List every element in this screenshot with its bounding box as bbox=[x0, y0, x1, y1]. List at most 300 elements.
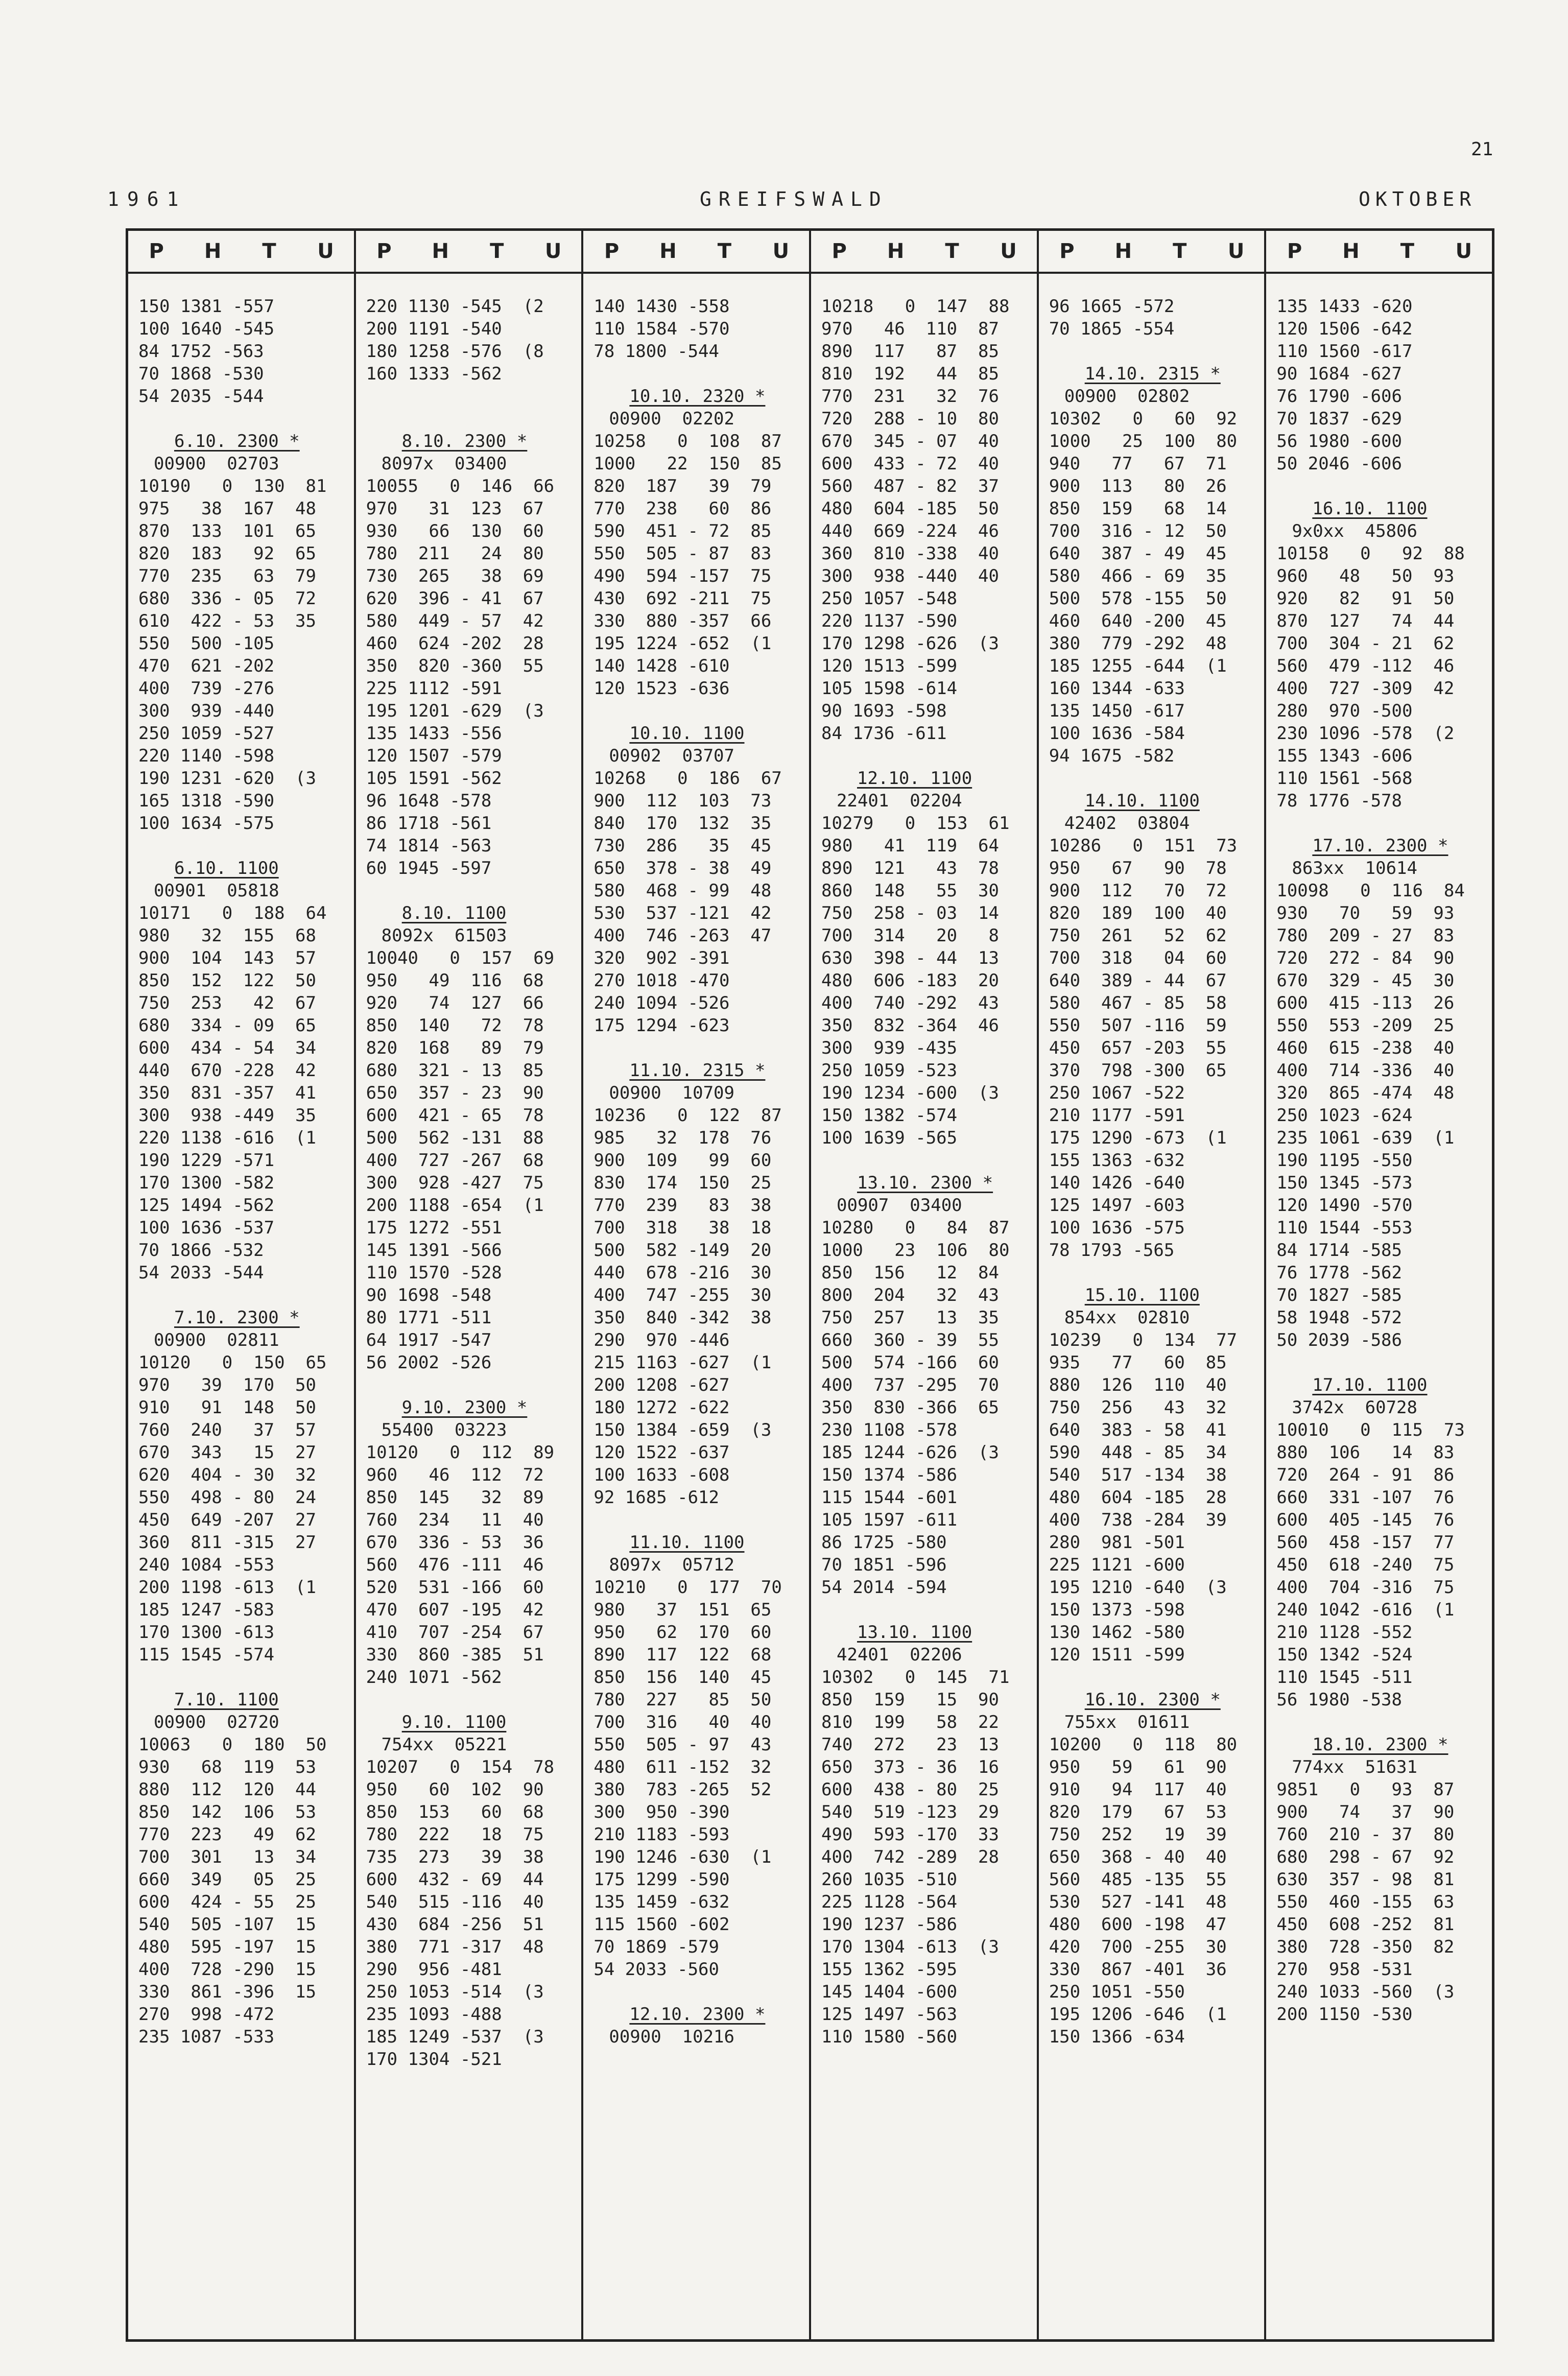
sounding-code: 00907 03400 bbox=[837, 1195, 962, 1216]
table-row: 9851 0 93 87 bbox=[1276, 1779, 1455, 1800]
table-row: 730 265 38 69 bbox=[366, 566, 544, 586]
table-row: 660 331 -107 76 bbox=[1276, 1487, 1455, 1508]
row-gap bbox=[1049, 340, 1265, 363]
table-column bbox=[356, 231, 584, 2339]
table-row: 140 1426 -640 bbox=[1049, 1173, 1185, 1193]
column-header-label: P bbox=[831, 240, 847, 263]
table-row: 640 389 - 44 67 bbox=[1049, 970, 1227, 991]
table-row: 10098 0 116 84 bbox=[1276, 881, 1465, 901]
row-gap bbox=[1276, 1711, 1492, 1733]
table-row: 350 830 -366 65 bbox=[821, 1397, 1000, 1418]
table-row: 110 1561 -568 bbox=[1276, 768, 1413, 789]
table-row: 740 272 23 13 bbox=[821, 1735, 1000, 1755]
table-row: 320 865 -474 48 bbox=[1276, 1083, 1455, 1103]
table-row: 230 1096 -578 (2 bbox=[1276, 723, 1455, 744]
sounding-code: 8097x 05712 bbox=[609, 1555, 734, 1575]
table-row: 110 1570 -528 bbox=[366, 1263, 502, 1283]
table-row: 94 1675 -582 bbox=[1049, 746, 1175, 766]
sounding-title: 11.10. 1100 bbox=[629, 1532, 745, 1553]
table-row: 380 783 -265 52 bbox=[593, 1779, 772, 1800]
table-row: 200 1208 -627 bbox=[593, 1375, 730, 1395]
table-row: 580 466 - 69 35 bbox=[1049, 566, 1227, 586]
table-row: 50 2046 -606 bbox=[1276, 454, 1402, 474]
table-row: 400 704 -316 75 bbox=[1276, 1577, 1455, 1598]
table-row: 130 1462 -580 bbox=[1049, 1622, 1185, 1643]
table-row: 54 2014 -594 bbox=[821, 1577, 947, 1598]
column-header-label: T bbox=[490, 240, 504, 263]
table-row: 56 1980 -538 bbox=[1276, 1690, 1402, 1710]
table-row: 540 517 -134 38 bbox=[1049, 1465, 1227, 1485]
table-row: 300 938 -449 35 bbox=[138, 1105, 316, 1126]
column-header bbox=[356, 231, 582, 274]
table-row: 500 562 -131 88 bbox=[366, 1128, 544, 1148]
table-row: 260 1035 -510 bbox=[821, 1869, 958, 1890]
table-column bbox=[583, 231, 811, 2339]
column-header bbox=[128, 231, 354, 274]
table-row: 10286 0 151 73 bbox=[1049, 836, 1238, 856]
sounding-title: 17.10. 1100 bbox=[1312, 1375, 1428, 1395]
table-row: 440 669 -224 46 bbox=[821, 521, 1000, 541]
table-row: 225 1112 -591 bbox=[366, 678, 502, 699]
table-row: 84 1752 -563 bbox=[138, 341, 264, 362]
table-row: 10040 0 157 69 bbox=[366, 948, 555, 968]
table-row: 250 1051 -550 bbox=[1049, 1982, 1185, 2002]
table-row: 450 618 -240 75 bbox=[1276, 1555, 1455, 1575]
table-row: 630 398 - 44 13 bbox=[821, 948, 1000, 968]
table-row: 935 77 60 85 bbox=[1049, 1352, 1227, 1373]
sounding-code: 00901 05818 bbox=[154, 881, 279, 901]
table-row: 900 112 70 72 bbox=[1049, 881, 1227, 901]
table-row: 10200 0 118 80 bbox=[1049, 1735, 1238, 1755]
table-row: 54 2035 -544 bbox=[138, 386, 264, 407]
table-row: 410 707 -254 67 bbox=[366, 1622, 544, 1643]
table-row: 840 170 132 35 bbox=[593, 813, 772, 834]
sounding-title: 10.10. 1100 bbox=[629, 723, 745, 744]
column-body bbox=[1266, 274, 1492, 2026]
table-row: 350 820 -360 55 bbox=[366, 656, 544, 676]
table-row: 400 738 -284 39 bbox=[1049, 1510, 1227, 1530]
table-row: 280 970 -500 bbox=[1276, 701, 1413, 721]
table-row: 850 156 140 45 bbox=[593, 1667, 772, 1688]
table-row: 190 1246 -630 (1 bbox=[593, 1847, 772, 1867]
table-row: 820 187 39 79 bbox=[593, 476, 772, 496]
sounding-code: 00900 10216 bbox=[609, 2027, 734, 2047]
row-gap bbox=[1276, 812, 1492, 835]
table-row: 920 82 91 50 bbox=[1276, 588, 1455, 609]
table-row: 78 1793 -565 bbox=[1049, 1240, 1175, 1261]
table-row: 185 1249 -537 (3 bbox=[366, 2027, 544, 2047]
table-row: 110 1544 -553 bbox=[1276, 1218, 1413, 1238]
table-row: 200 1191 -540 bbox=[366, 319, 502, 339]
table-row: 750 252 19 39 bbox=[1049, 1824, 1227, 1845]
table-row: 10010 0 115 73 bbox=[1276, 1420, 1465, 1440]
table-row: 750 261 52 62 bbox=[1049, 925, 1227, 946]
sounding-code: 42401 02206 bbox=[837, 1645, 962, 1665]
table-row: 56 2002 -526 bbox=[366, 1352, 492, 1373]
table-row: 800 204 32 43 bbox=[821, 1285, 1000, 1305]
table-row: 10055 0 146 66 bbox=[366, 476, 555, 496]
table-row: 820 183 92 65 bbox=[138, 543, 316, 564]
sounding-title: 15.10. 1100 bbox=[1084, 1285, 1200, 1305]
table-row: 240 1094 -526 bbox=[593, 993, 730, 1013]
table-row: 235 1093 -488 bbox=[366, 2004, 502, 2025]
column-header bbox=[1266, 231, 1492, 274]
table-row: 890 117 87 85 bbox=[821, 341, 1000, 362]
table-row: 115 1560 -602 bbox=[593, 1914, 730, 1935]
table-row: 720 288 - 10 80 bbox=[821, 409, 1000, 429]
table-row: 105 1597 -611 bbox=[821, 1510, 958, 1530]
table-row: 680 321 - 13 85 bbox=[366, 1060, 544, 1081]
table-row: 600 438 - 80 25 bbox=[821, 1779, 1000, 1800]
table-row: 780 211 24 80 bbox=[366, 543, 544, 564]
table-row: 970 31 123 67 bbox=[366, 498, 544, 519]
table-row: 490 593 -170 33 bbox=[821, 1824, 1000, 1845]
table-row: 530 537 -121 42 bbox=[593, 903, 772, 923]
table-row: 380 728 -350 82 bbox=[1276, 1937, 1455, 1957]
sounding-title: 16.10. 2300 * bbox=[1084, 1690, 1221, 1710]
table-row: 120 1506 -642 bbox=[1276, 319, 1413, 339]
table-row: 850 159 68 14 bbox=[1049, 498, 1227, 519]
column-body bbox=[128, 274, 354, 2048]
table-row: 10280 0 84 87 bbox=[821, 1218, 1010, 1238]
table-row: 400 737 -295 70 bbox=[821, 1375, 1000, 1395]
table-row: 985 32 178 76 bbox=[593, 1128, 772, 1148]
table-row: 950 67 90 78 bbox=[1049, 858, 1227, 878]
table-row: 820 168 89 79 bbox=[366, 1038, 544, 1058]
table-row: 980 41 119 64 bbox=[821, 836, 1000, 856]
table-row: 930 66 130 60 bbox=[366, 521, 544, 541]
table-row: 10063 0 180 50 bbox=[138, 1735, 327, 1755]
sounding-code: 774xx 51631 bbox=[1292, 1757, 1417, 1777]
table-row: 220 1138 -616 (1 bbox=[138, 1128, 316, 1148]
table-row: 150 1374 -586 bbox=[821, 1465, 958, 1485]
table-row: 470 607 -195 42 bbox=[366, 1600, 544, 1620]
row-gap bbox=[1276, 1351, 1492, 1374]
table-row: 560 485 -135 55 bbox=[1049, 1869, 1227, 1890]
table-row: 60 1945 -597 bbox=[366, 858, 492, 878]
table-row: 850 140 72 78 bbox=[366, 1015, 544, 1036]
table-row: 100 1636 -537 bbox=[138, 1218, 275, 1238]
table-row: 680 298 - 67 92 bbox=[1276, 1847, 1455, 1867]
table-row: 135 1459 -632 bbox=[593, 1892, 730, 1912]
table-row: 900 109 99 60 bbox=[593, 1150, 772, 1171]
table-row: 100 1639 -565 bbox=[821, 1128, 958, 1148]
table-row: 850 159 15 90 bbox=[821, 1690, 1000, 1710]
table-row: 90 1684 -627 bbox=[1276, 364, 1402, 384]
table-row: 50 2039 -586 bbox=[1276, 1330, 1402, 1350]
table-row: 550 505 - 87 83 bbox=[593, 543, 772, 564]
sounding-code: 3742x 60728 bbox=[1292, 1397, 1417, 1418]
table-row: 145 1391 -566 bbox=[366, 1240, 502, 1261]
column-header-label: U bbox=[772, 240, 790, 263]
table-row: 950 49 116 68 bbox=[366, 970, 544, 991]
column-header-label: H bbox=[1114, 240, 1132, 263]
table-row: 190 1195 -550 bbox=[1276, 1150, 1413, 1171]
table-row: 200 1150 -530 bbox=[1276, 2004, 1413, 2025]
table-row: 135 1450 -617 bbox=[1049, 701, 1185, 721]
table-row: 780 222 18 75 bbox=[366, 1824, 544, 1845]
table-row: 10218 0 147 88 bbox=[821, 296, 1010, 317]
column-header-label: P bbox=[1287, 240, 1302, 263]
column-body bbox=[583, 274, 809, 2048]
table-row: 910 91 148 50 bbox=[138, 1397, 316, 1418]
table-row: 950 59 61 90 bbox=[1049, 1757, 1227, 1777]
row-gap bbox=[138, 1666, 354, 1689]
table-row: 78 1800 -544 bbox=[593, 341, 719, 362]
table-row: 400 746 -263 47 bbox=[593, 925, 772, 946]
table-row: 10120 0 112 89 bbox=[366, 1442, 555, 1463]
table-row: 70 1851 -596 bbox=[821, 1555, 947, 1575]
table-row: 780 209 - 27 83 bbox=[1276, 925, 1455, 946]
table-row: 620 404 - 30 32 bbox=[138, 1465, 316, 1485]
table-row: 270 998 -472 bbox=[138, 2004, 275, 2025]
sounding-code: 00900 10709 bbox=[609, 1083, 734, 1103]
table-row: 150 1384 -659 (3 bbox=[593, 1420, 772, 1440]
sounding-title: 16.10. 1100 bbox=[1312, 498, 1428, 519]
table-row: 220 1140 -598 bbox=[138, 746, 275, 766]
table-row: 225 1121 -600 bbox=[1049, 1555, 1185, 1575]
table-row: 450 657 -203 55 bbox=[1049, 1038, 1227, 1058]
table-row: 185 1247 -583 bbox=[138, 1600, 275, 1620]
sounding-title: 13.10. 2300 * bbox=[857, 1173, 993, 1193]
sounding-title: 9.10. 1100 bbox=[401, 1712, 507, 1732]
table-row: 760 210 - 37 80 bbox=[1276, 1824, 1455, 1845]
table-row: 290 956 -481 bbox=[366, 1959, 502, 1980]
table-row: 120 1513 -599 bbox=[821, 656, 958, 676]
table-row: 720 264 - 91 86 bbox=[1276, 1465, 1455, 1485]
column-header-label: P bbox=[376, 240, 392, 263]
table-row: 195 1210 -640 (3 bbox=[1049, 1577, 1227, 1598]
table-row: 105 1598 -614 bbox=[821, 678, 958, 699]
table-row: 910 94 117 40 bbox=[1049, 1779, 1227, 1800]
table-row: 155 1343 -606 bbox=[1276, 746, 1413, 766]
table-row: 10120 0 150 65 bbox=[138, 1352, 327, 1373]
table-row: 190 1229 -571 bbox=[138, 1150, 275, 1171]
table-row: 10302 0 145 71 bbox=[821, 1667, 1010, 1688]
table-row: 670 329 - 45 30 bbox=[1276, 970, 1455, 991]
table-row: 300 928 -427 75 bbox=[366, 1173, 544, 1193]
table-row: 430 684 -256 51 bbox=[366, 1914, 544, 1935]
column-header-label: U bbox=[317, 240, 334, 263]
table-row: 730 286 35 45 bbox=[593, 836, 772, 856]
table-row: 270 958 -531 bbox=[1276, 1959, 1413, 1980]
table-row: 530 527 -141 48 bbox=[1049, 1892, 1227, 1912]
table-row: 250 1053 -514 (3 bbox=[366, 1982, 544, 2002]
column-header-label: P bbox=[149, 240, 164, 263]
table-row: 210 1177 -591 bbox=[1049, 1105, 1185, 1126]
table-row: 70 1869 -579 bbox=[593, 1937, 719, 1957]
table-row: 850 145 32 89 bbox=[366, 1487, 544, 1508]
table-row: 165 1318 -590 bbox=[138, 791, 275, 811]
table-row: 860 148 55 30 bbox=[821, 881, 1000, 901]
sounding-title: 6.10. 1100 bbox=[174, 858, 279, 878]
table-row: 580 468 - 99 48 bbox=[593, 881, 772, 901]
table-row: 620 396 - 41 67 bbox=[366, 588, 544, 609]
table-row: 400 714 -336 40 bbox=[1276, 1060, 1455, 1081]
table-row: 240 1033 -560 (3 bbox=[1276, 1982, 1455, 2002]
table-row: 280 981 -501 bbox=[1049, 1532, 1185, 1553]
column-header-label: U bbox=[544, 240, 562, 263]
table-row: 220 1130 -545 (2 bbox=[366, 296, 544, 317]
table-row: 400 739 -276 bbox=[138, 678, 275, 699]
row-gap bbox=[1049, 1262, 1265, 1284]
table-row: 670 343 15 27 bbox=[138, 1442, 316, 1463]
table-row: 100 1633 -608 bbox=[593, 1465, 730, 1485]
table-row: 10302 0 60 92 bbox=[1049, 409, 1238, 429]
table-row: 125 1497 -603 bbox=[1049, 1195, 1185, 1216]
table-row: 970 39 170 50 bbox=[138, 1375, 316, 1395]
table-column bbox=[1266, 231, 1492, 2339]
table-row: 400 728 -290 15 bbox=[138, 1959, 316, 1980]
table-row: 250 1023 -624 bbox=[1276, 1105, 1413, 1126]
column-header-label: U bbox=[1455, 240, 1472, 263]
table-row: 185 1244 -626 (3 bbox=[821, 1442, 1000, 1463]
table-row: 560 479 -112 46 bbox=[1276, 656, 1455, 676]
table-row: 420 700 -255 30 bbox=[1049, 1937, 1227, 1957]
table-row: 180 1272 -622 bbox=[593, 1397, 730, 1418]
table-row: 700 304 - 21 62 bbox=[1276, 633, 1455, 654]
table-row: 550 498 - 80 24 bbox=[138, 1487, 316, 1508]
table-row: 650 378 - 38 49 bbox=[593, 858, 772, 878]
table-row: 150 1366 -634 bbox=[1049, 2027, 1185, 2047]
table-row: 86 1725 -580 bbox=[821, 1532, 947, 1553]
table-row: 54 2033 -544 bbox=[138, 1263, 264, 1283]
table-row: 770 238 60 86 bbox=[593, 498, 772, 519]
table-row: 550 460 -155 63 bbox=[1276, 1892, 1455, 1912]
table-row: 930 68 119 53 bbox=[138, 1757, 316, 1777]
table-row: 190 1231 -620 (3 bbox=[138, 768, 316, 789]
table-row: 150 1342 -524 bbox=[1276, 1645, 1413, 1665]
table-row: 660 360 - 39 55 bbox=[821, 1330, 1000, 1350]
row-gap bbox=[138, 408, 354, 430]
table-row: 120 1523 -636 bbox=[593, 678, 730, 699]
header-month: OKTOBER bbox=[1359, 188, 1477, 210]
table-row: 900 112 103 73 bbox=[593, 791, 772, 811]
table-row: 600 421 - 65 78 bbox=[366, 1105, 544, 1126]
table-row: 250 1059 -527 bbox=[138, 723, 275, 744]
sounding-code: 42402 03804 bbox=[1064, 813, 1190, 834]
column-header bbox=[811, 231, 1037, 274]
table-row: 500 578 -155 50 bbox=[1049, 588, 1227, 609]
sounding-title: 8.10. 1100 bbox=[401, 903, 507, 923]
table-row: 10279 0 153 61 bbox=[821, 813, 1010, 834]
table-row: 735 273 39 38 bbox=[366, 1847, 544, 1867]
table-row: 770 239 83 38 bbox=[593, 1195, 772, 1216]
table-row: 120 1507 -579 bbox=[366, 746, 502, 766]
table-row: 250 1057 -548 bbox=[821, 588, 958, 609]
table-row: 110 1580 -560 bbox=[821, 2027, 958, 2047]
sounding-code: 9x0xx 45806 bbox=[1292, 521, 1417, 541]
table-row: 900 104 143 57 bbox=[138, 948, 316, 968]
table-row: 870 133 101 65 bbox=[138, 521, 316, 541]
sounding-code: 8092x 61503 bbox=[381, 925, 507, 946]
table-row: 580 467 - 85 58 bbox=[1049, 993, 1227, 1013]
table-row: 850 152 122 50 bbox=[138, 970, 316, 991]
table-row: 200 1188 -654 (1 bbox=[366, 1195, 544, 1216]
table-row: 460 624 -202 28 bbox=[366, 633, 544, 654]
sounding-code: 754xx 05221 bbox=[381, 1735, 507, 1755]
table-row: 830 174 150 25 bbox=[593, 1173, 772, 1193]
table-row: 880 126 110 40 bbox=[1049, 1375, 1227, 1395]
table-row: 84 1736 -611 bbox=[821, 723, 947, 744]
table-row: 160 1333 -562 bbox=[366, 364, 502, 384]
header-city: GREIFSWALD bbox=[700, 188, 888, 210]
table-row: 80 1771 -511 bbox=[366, 1308, 492, 1328]
table-row: 10268 0 186 67 bbox=[593, 768, 782, 789]
table-row: 610 422 - 53 35 bbox=[138, 611, 316, 631]
table-row: 10258 0 108 87 bbox=[593, 431, 782, 452]
column-header-label: H bbox=[432, 240, 449, 263]
table-row: 10239 0 134 77 bbox=[1049, 1330, 1238, 1350]
table-row: 400 742 -289 28 bbox=[821, 1847, 1000, 1867]
table-row: 330 867 -401 36 bbox=[1049, 1959, 1227, 1980]
table-row: 480 600 -198 47 bbox=[1049, 1914, 1227, 1935]
table-row: 950 62 170 60 bbox=[593, 1622, 772, 1643]
sounding-title: 14.10. 1100 bbox=[1084, 791, 1200, 811]
row-gap bbox=[821, 1599, 1037, 1621]
table-row: 84 1714 -585 bbox=[1276, 1240, 1402, 1261]
table-row: 110 1584 -570 bbox=[593, 319, 730, 339]
table-row: 450 649 -207 27 bbox=[138, 1510, 316, 1530]
table-row: 600 424 - 55 25 bbox=[138, 1892, 316, 1912]
table-row: 700 318 38 18 bbox=[593, 1218, 772, 1238]
sounding-code: 00900 02720 bbox=[154, 1712, 279, 1732]
sounding-code: 863xx 10614 bbox=[1292, 858, 1417, 878]
table-row: 175 1272 -551 bbox=[366, 1218, 502, 1238]
table-row: 380 779 -292 48 bbox=[1049, 633, 1227, 654]
table-row: 880 112 120 44 bbox=[138, 1779, 316, 1800]
sounding-title: 12.10. 1100 bbox=[857, 768, 972, 789]
table-row: 960 48 50 93 bbox=[1276, 566, 1455, 586]
table-row: 560 487 - 82 37 bbox=[821, 476, 1000, 496]
table-row: 190 1237 -586 bbox=[821, 1914, 958, 1935]
sounding-title: 7.10. 2300 * bbox=[174, 1308, 300, 1328]
column-header-label: U bbox=[1227, 240, 1245, 263]
table-row: 770 223 49 62 bbox=[138, 1824, 316, 1845]
table-row: 720 272 - 84 90 bbox=[1276, 948, 1455, 968]
table-row: 670 345 - 07 40 bbox=[821, 431, 1000, 452]
table-row: 680 336 - 05 72 bbox=[138, 588, 316, 609]
table-row: 750 257 13 35 bbox=[821, 1308, 1000, 1328]
table-column bbox=[811, 231, 1039, 2339]
sounding-code: 854xx 02810 bbox=[1064, 1308, 1190, 1328]
table-row: 90 1698 -548 bbox=[366, 1285, 492, 1305]
column-body bbox=[356, 274, 582, 2071]
table-row: 770 235 63 79 bbox=[138, 566, 316, 586]
table-row: 155 1363 -632 bbox=[1049, 1150, 1185, 1171]
table-row: 560 458 -157 77 bbox=[1276, 1532, 1455, 1553]
table-row: 380 771 -317 48 bbox=[366, 1937, 544, 1957]
table-row: 100 1634 -575 bbox=[138, 813, 275, 834]
row-gap bbox=[593, 363, 809, 385]
table-row: 290 970 -446 bbox=[593, 1330, 730, 1350]
row-gap bbox=[1276, 475, 1492, 497]
table-row: 180 1258 -576 (8 bbox=[366, 341, 544, 362]
table-row: 86 1718 -561 bbox=[366, 813, 492, 834]
table-row: 670 336 - 53 36 bbox=[366, 1532, 544, 1553]
table-row: 140 1428 -610 bbox=[593, 656, 730, 676]
table-row: 110 1545 -511 bbox=[1276, 1667, 1413, 1688]
table-row: 250 1067 -522 bbox=[1049, 1083, 1185, 1103]
table-row: 600 415 -113 26 bbox=[1276, 993, 1455, 1013]
table-row: 70 1865 -554 bbox=[1049, 319, 1175, 339]
table-row: 195 1206 -646 (1 bbox=[1049, 2004, 1227, 2025]
table-row: 76 1778 -562 bbox=[1276, 1263, 1402, 1283]
table-row: 360 810 -338 40 bbox=[821, 543, 1000, 564]
row-gap bbox=[821, 1149, 1037, 1172]
table-row: 210 1183 -593 bbox=[593, 1824, 730, 1845]
table-row: 250 1059 -523 bbox=[821, 1060, 958, 1081]
